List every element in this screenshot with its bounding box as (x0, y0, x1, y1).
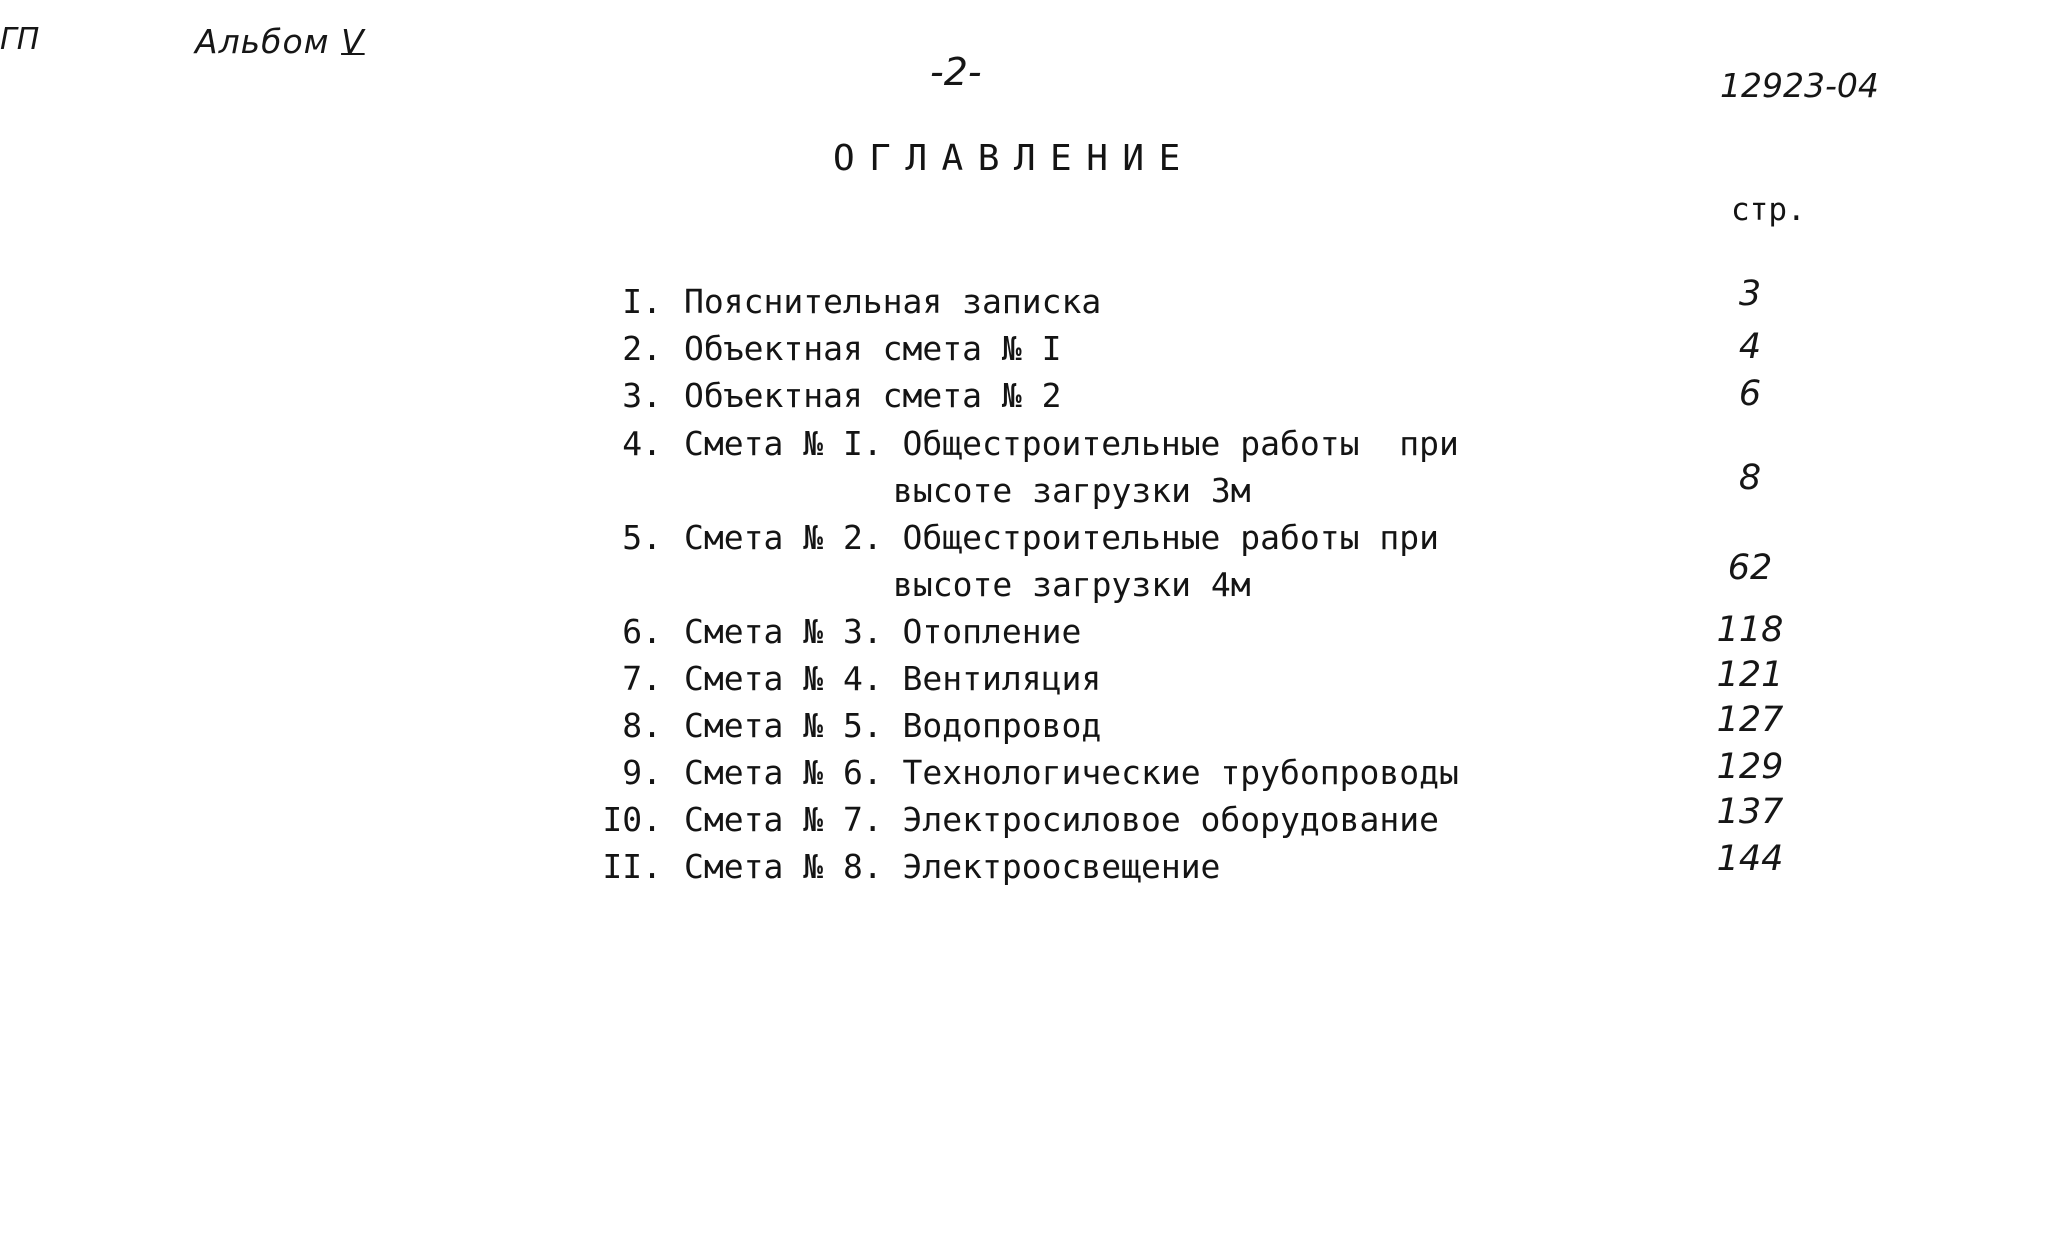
toc-item-number: 6. (622, 612, 662, 651)
toc-item-number: 4. (622, 424, 662, 463)
toc-item-6 (0, 612, 2048, 656)
toc-item-text: Пояснительная записка (684, 282, 1102, 321)
toc-item-text: Объектная смета № 2 (684, 376, 1062, 415)
toc-item-5 (0, 518, 2048, 610)
toc-item-text: Смета № 4. Вентиляция (684, 659, 1102, 698)
toc-item-text: Смета № 5. Водопровод (684, 706, 1102, 745)
toc-item-page: 62 (1727, 548, 1773, 588)
toc-item-2 (0, 329, 2048, 373)
toc-item-number: 8. (622, 706, 662, 745)
toc-item-text: Смета № 2. Общестроительные работы при (684, 518, 1439, 557)
document-code: 12923-04 (1720, 66, 1879, 105)
toc-item-page: 3 (1738, 274, 1762, 314)
toc-item-number: 7. (622, 659, 662, 698)
toc-item-text: Смета № 6. Технологические трубопроводы (684, 753, 1459, 792)
album-number: V (341, 22, 365, 61)
page-number: -2- (930, 50, 982, 94)
toc-item-text: Смета № 8. Электроосвещение (684, 847, 1221, 886)
toc-item-page: 144 (1716, 839, 1784, 879)
toc-item-text-continued: высоте загрузки 4м (893, 565, 1251, 604)
toc-item-page: 137 (1716, 792, 1784, 832)
toc-item-1 (0, 274, 2048, 326)
toc-item-4 (0, 424, 2048, 516)
toc-item-number: I. (622, 282, 662, 321)
toc-item-11 (0, 839, 2048, 891)
album-label: Альбом (195, 22, 330, 61)
page-column-header: стр. (1731, 192, 1806, 228)
toc-item-page: 6 (1738, 374, 1762, 414)
toc-item-7 (0, 655, 2048, 703)
toc-item-number: I0. (602, 800, 662, 839)
toc-item-text: Смета № I. Общестроительные работы при (684, 424, 1459, 463)
toc-item-number: II. (602, 847, 662, 886)
toc-item-number: 2. (622, 329, 662, 368)
toc-item-page: 127 (1716, 700, 1784, 740)
toc-item-3 (0, 376, 2048, 420)
toc-item-page: 118 (1716, 610, 1784, 650)
toc-item-number: 3. (622, 376, 662, 415)
toc-item-text-continued: высоте загрузки 3м (893, 471, 1251, 510)
toc-item-page: 8 (1738, 458, 1762, 498)
album-note (195, 22, 365, 61)
toc-item-page: 4 (1738, 327, 1762, 367)
toc-item-page: 129 (1716, 747, 1784, 787)
toc-item-text: Объектная смета № I (684, 329, 1062, 368)
toc-item-number: 5. (622, 518, 662, 557)
toc-item-number: 9. (622, 753, 662, 792)
toc-item-8 (0, 700, 2048, 750)
corner-mark: ГП (0, 22, 40, 57)
toc-item-9 (0, 747, 2048, 797)
toc-item-text: Смета № 7. Электросиловое оборудование (684, 800, 1439, 839)
toc-item-text: Смета № 3. Отопление (684, 612, 1082, 651)
toc-item-page: 121 (1716, 655, 1784, 695)
toc-title: ОГЛАВЛЕНИЕ (833, 138, 1195, 179)
toc-item-10 (0, 792, 2048, 844)
